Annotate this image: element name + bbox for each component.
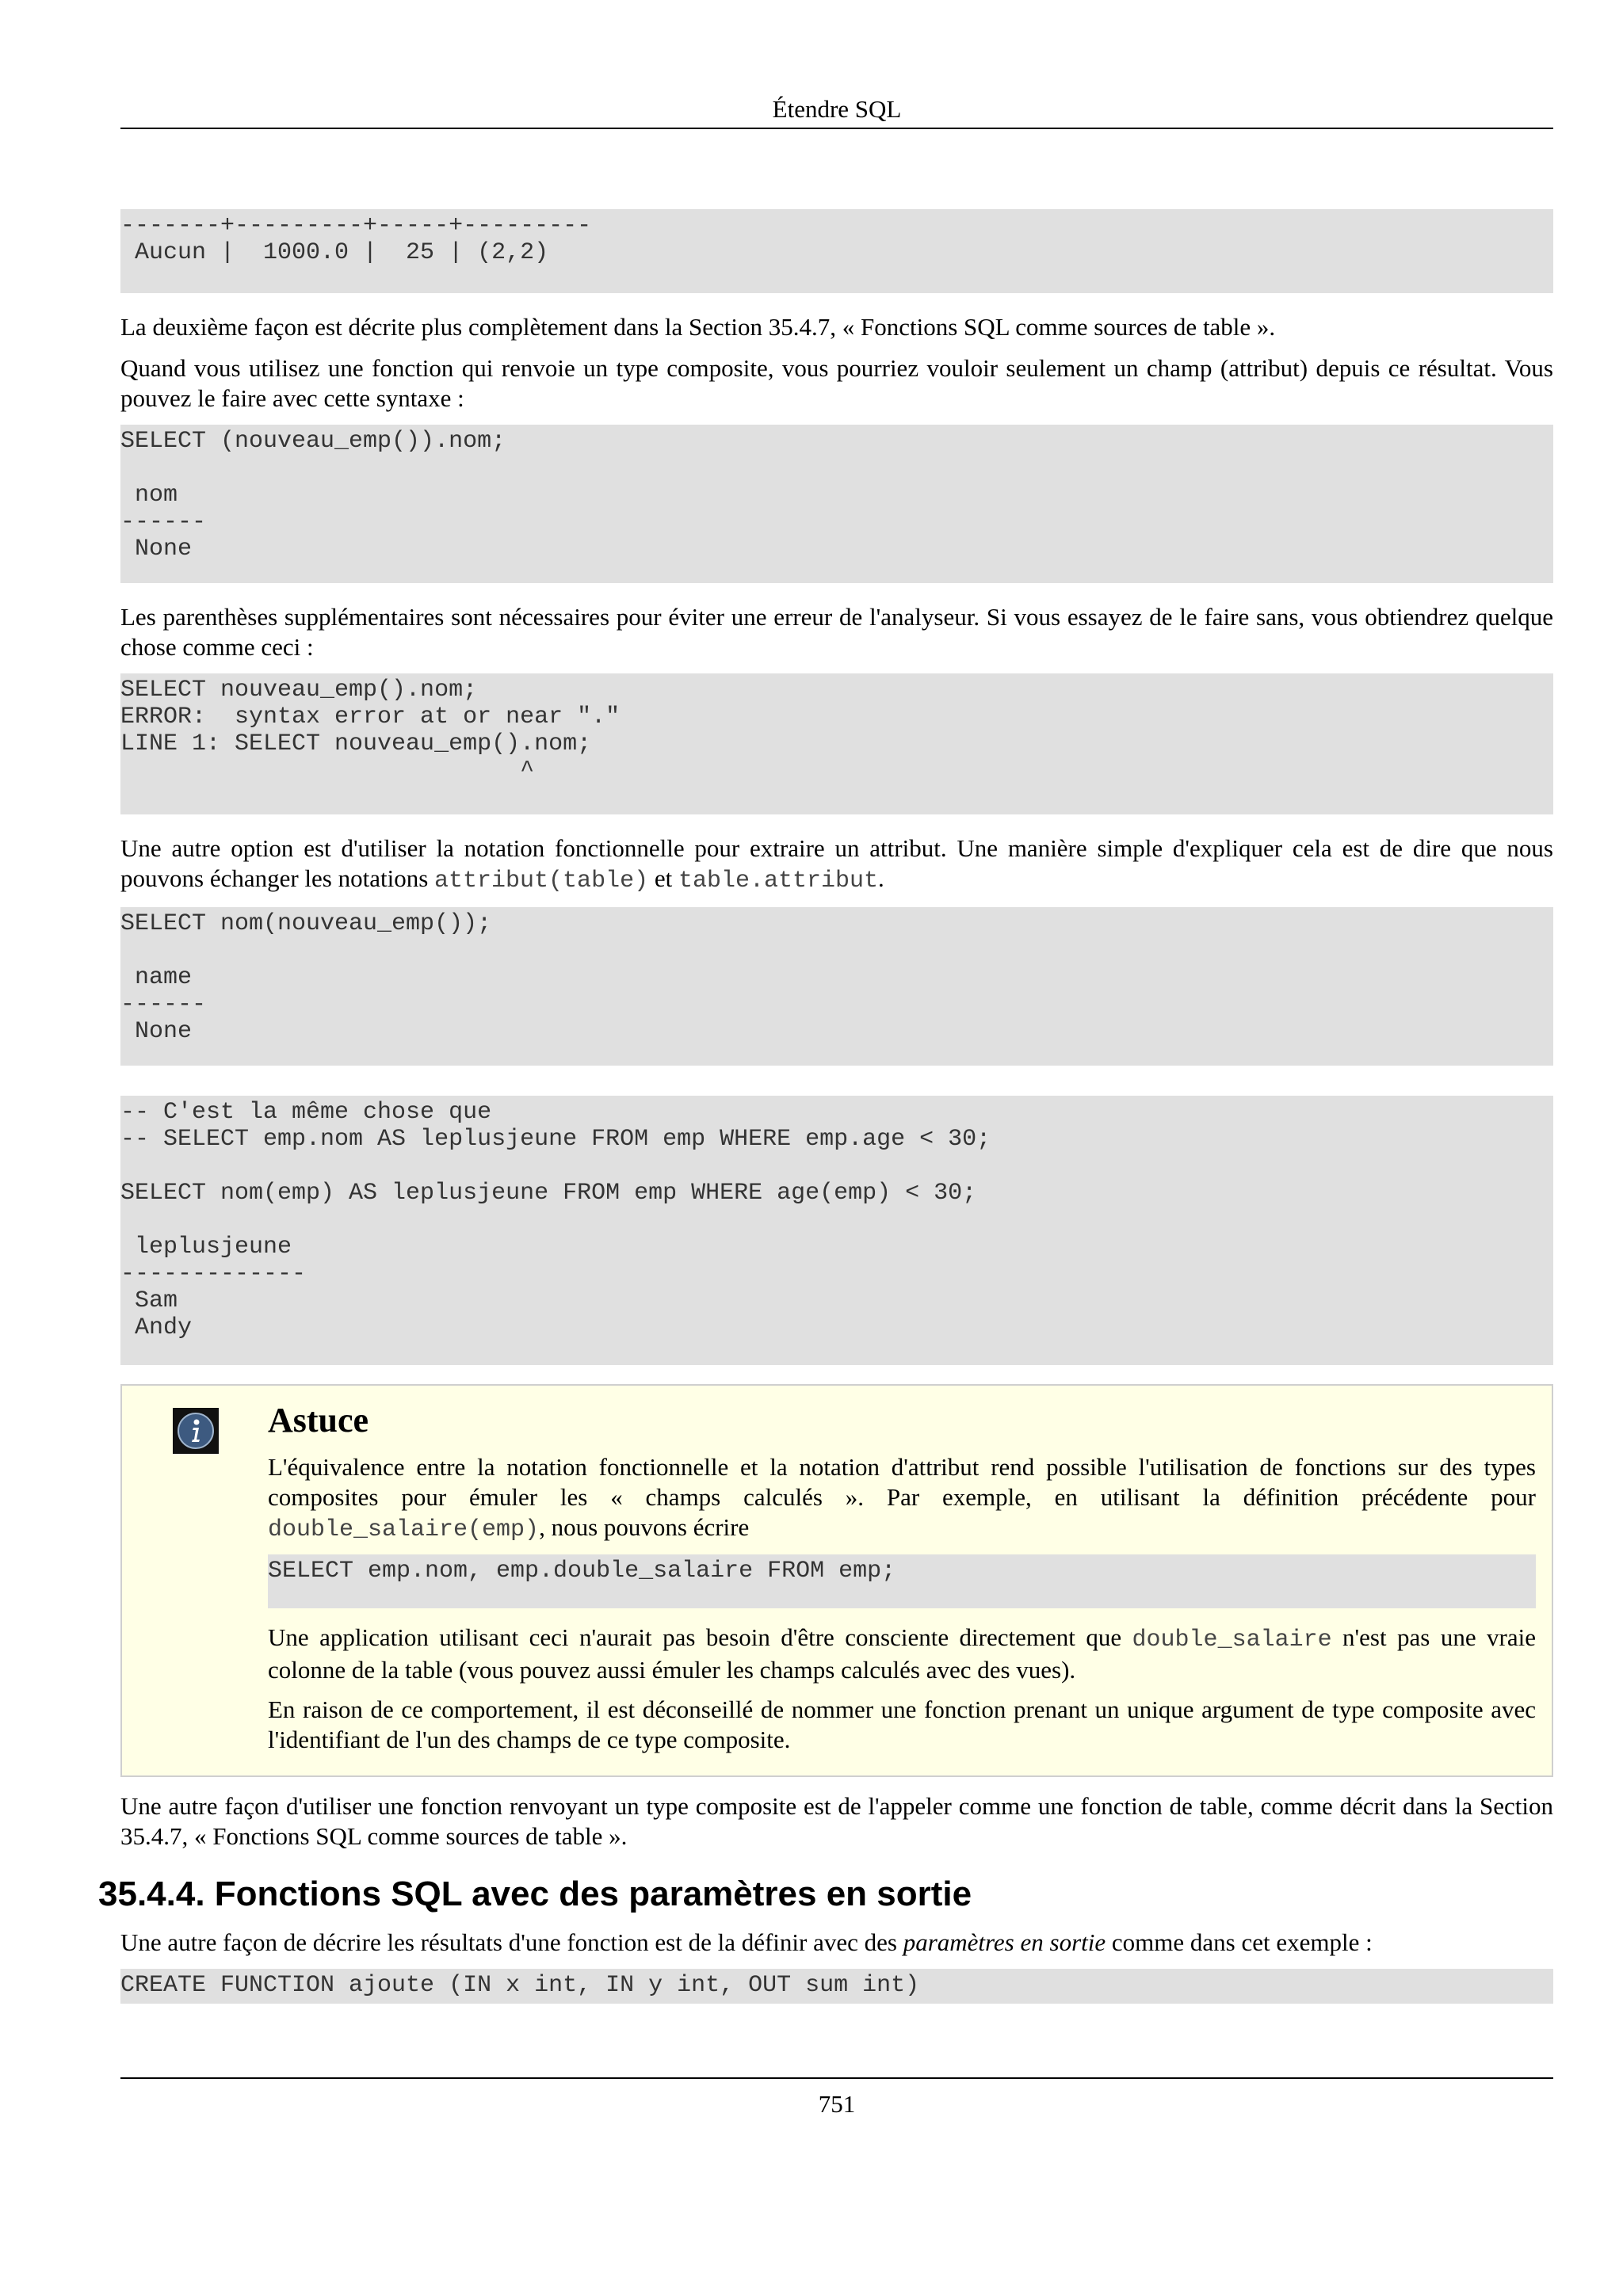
paragraph: Les parenthèses supplémentaires sont nécessaires pour éviter une erreur de l'analyseur. Si vous essayez de le faire sans, vous obtiendrez quelque chose comme ceci : — [120, 603, 1553, 661]
text-run: Une autre façon de décrire les résultats d'une fonction est de la définir avec des — [120, 1928, 903, 1956]
inline-code: double_salaire(emp) — [268, 1516, 540, 1543]
section-heading: 35.4.4. Fonctions SQL avec des paramètres en sortie — [98, 1875, 972, 1913]
paragraph: Une autre façon d'utiliser une fonction renvoyant un type composite est de l'appeler comme une fonction de table, comme décrit dans la Section 35.4.7, « Fonctions SQL comme sources de table ». — [120, 1792, 1553, 1850]
code-block-result-row: -------+---------+-----+--------- Aucun | 1000.0 | 25 | (2,2) — [120, 209, 1553, 293]
paragraph: Quand vous utilisez une fonction qui renvoie un type composite, vous pourriez vouloir seulement un champ (attribut) depuis ce résultat. Vous pouvez le faire avec cette syntaxe : — [120, 354, 1553, 412]
tip-title: Astuce — [268, 1401, 369, 1440]
paragraph — [120, 1928, 1553, 1958]
text-run: comme dans cet exemple : — [1106, 1928, 1373, 1956]
code-block-syntax-error: SELECT nouveau_emp().nom; ERROR: syntax error at or near "." LINE 1: SELECT nouveau_emp().nom; ^ — [120, 673, 1553, 814]
tip-code-block: SELECT emp.nom, emp.double_salaire FROM emp; — [268, 1554, 1536, 1608]
inline-code: attribut(table) — [434, 868, 649, 894]
text-run: L'équivalence entre la notation fonctionnelle et la notation d'attribut rend possible l'utilisation de fonctions sur des types composites pour émuler les « champs calculés ». Par exemple, en utilisant la définition précédente pour — [268, 1453, 1536, 1511]
footer-rule — [120, 2077, 1553, 2079]
inline-code: table.attribut — [678, 868, 878, 894]
code-block-select-field: SELECT (nouveau_emp()).nom; nom ------ None — [120, 425, 1553, 583]
code-block-functional-notation: SELECT nom(nouveau_emp()); name ------ None — [120, 907, 1553, 1066]
tip-box — [120, 1384, 1553, 1777]
text-run: n'est pas une vraie colonne de la table (vous pouvez aussi émuler les champs calculés avec des vues). — [268, 1623, 1536, 1684]
tip-paragraph — [268, 1623, 1536, 1685]
text-run: Une autre option est d'utiliser la notation fonctionnelle pour extraire un attribut. Une manière simple d'expliquer cela est de dire que nous pouvons échanger les notations — [120, 834, 1553, 892]
paragraph: La deuxième façon est décrite plus complètement dans la Section 35.4.7, « Fonctions SQL comme sources de table ». — [120, 313, 1276, 341]
page-number: 751 — [818, 2090, 856, 2118]
text-run: , nous pouvons écrire — [539, 1513, 750, 1541]
header-rule — [120, 128, 1553, 129]
code-block-youngest: -- C'est la même chose que -- SELECT emp.nom AS leplusjeune FROM emp WHERE emp.age < 30; SELECT nom(emp) AS leplusjeune FROM emp WHERE age(emp) < 30; leplusjeune ------------- Sam Andy — [120, 1096, 1553, 1365]
tip-paragraph — [268, 1452, 1536, 1545]
running-header: Étendre SQL — [772, 95, 902, 123]
inline-code: double_salaire — [1132, 1627, 1332, 1653]
page-content — [98, 209, 1553, 2023]
emphasis: paramètres en sortie — [903, 1928, 1106, 1956]
tip-paragraph: En raison de ce comportement, il est déconseillé de nommer une fonction prenant un unique argument de type composite avec l'identifiant de l'un des champs de ce type composite. — [268, 1695, 1536, 1753]
text-run: et — [648, 864, 678, 892]
paragraph — [120, 833, 1553, 896]
info-icon — [173, 1408, 219, 1454]
text-run: . — [878, 864, 884, 892]
text-run: Une application utilisant ceci n'aurait pas besoin d'être consciente directement que — [268, 1623, 1132, 1651]
code-block-create-function: CREATE FUNCTION ajoute (IN x int, IN y int, OUT sum int) — [120, 1969, 1553, 2004]
